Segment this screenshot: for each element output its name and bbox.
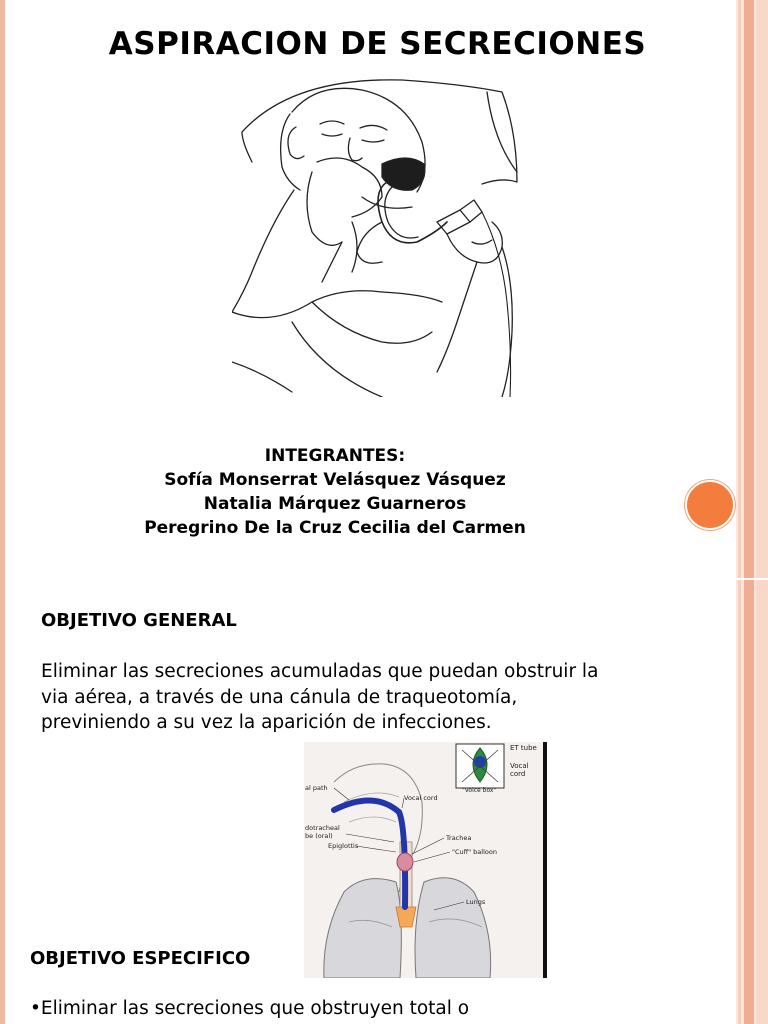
general-objective-heading: OBJETIVO GENERAL [41, 610, 237, 631]
label-lungs: Lungs [466, 898, 486, 906]
label-et-tube: ET tube [510, 744, 537, 752]
text-line: via aérea, a través de una cánula de traqueotomía, [41, 686, 518, 708]
label-epiglottis: Epiglottis [328, 842, 359, 850]
label-voice-box: "Voice box" [462, 787, 497, 794]
specific-objective-text: •Eliminar las secreciones que obstruyen total o [30, 998, 470, 1019]
general-objective-text [41, 659, 721, 736]
right-stripe [744, 0, 754, 1024]
label-cord: cord [510, 770, 526, 778]
label-cuff-balloon: "Cuff" balloon [452, 848, 497, 856]
suction-procedure-illustration [232, 72, 522, 397]
text-line: Eliminar las secreciones acumuladas que puedan obstruir la [41, 661, 599, 682]
label-vocal-cord: Vocal cord [404, 794, 438, 802]
slide-title: ASPIRACION DE SECRECIONES [108, 26, 647, 62]
left-border [0, 0, 5, 1024]
label-et-tube-oral-1: dotracheal [305, 824, 340, 832]
member-name: Natalia Márquez Guarneros [203, 494, 467, 514]
label-vocal: Vocal [510, 762, 529, 770]
members-heading: INTEGRANTES: [264, 446, 406, 466]
decorative-orange-circle [685, 480, 735, 530]
member-name: Sofía Monserrat Velásquez Vásquez [164, 470, 506, 490]
text-line: previniendo a su vez la aparición de infecciones. [41, 712, 492, 733]
member-name: Peregrino De la Cruz Cecilia del Carmen [144, 518, 526, 538]
intubation-anatomy-diagram [304, 742, 547, 978]
right-band-divider [736, 578, 768, 580]
right-stripe [756, 0, 768, 1024]
team-members [80, 444, 590, 540]
right-stripe [738, 0, 741, 1024]
label-trachea: Trachea [446, 834, 472, 842]
label-nasal-path: al path [305, 784, 328, 792]
specific-objective-heading: OBJETIVO ESPECIFICO [30, 948, 251, 969]
label-et-tube-oral-2: be (oral) [305, 832, 333, 840]
